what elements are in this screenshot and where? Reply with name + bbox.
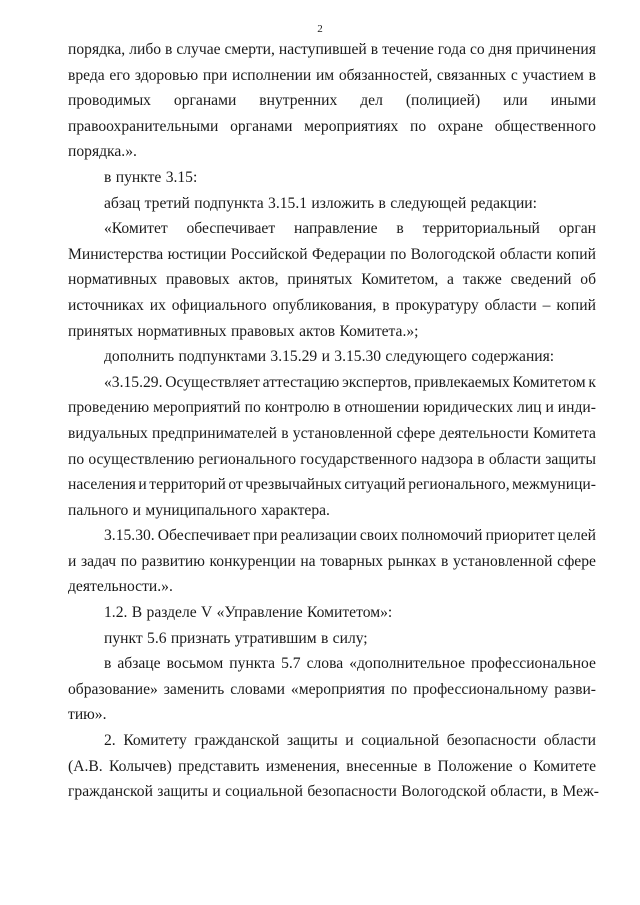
text-line: вреда его здоровью при исполнении им обязанностей, связанных с участием в [68, 66, 596, 84]
text-line: населения и территорий от чрезвычайных ситуаций регионального, межмуници- [68, 476, 596, 494]
text-line: правоохранительными органами мероприятиях по охране общественного [68, 117, 596, 135]
paragraph-item-2 [68, 728, 599, 805]
text-line: Министерства юстиции Российской Федерации по Вологодской области копий [68, 245, 596, 263]
text-line: тию». [68, 706, 107, 724]
text-line: принятых нормативных правовых актов Комитета.»; [68, 322, 419, 340]
paragraph-paragraph-3-15-1 [68, 191, 596, 217]
text-line: порядка.». [68, 143, 137, 161]
paragraph-committee-quote [68, 216, 596, 344]
paragraph-item-3-15 [68, 165, 596, 191]
paragraph-subitem-3-15-29 [68, 370, 596, 524]
text-line: порядка, либо в случае смерти, наступившей в течение года со дня причинения [68, 41, 596, 58]
paragraph-add-subitems [68, 344, 596, 370]
text-line: проводимых органами внутренних дел (полицией) или иными [68, 92, 596, 110]
paragraph-item-5-6 [68, 626, 596, 652]
text-line: деятельности.». [68, 578, 173, 596]
text-line: проведению мероприятий по контролю в отношении юридических лиц и инди- [68, 399, 596, 417]
text-line: (А.В. Колычев) представить изменения, внесенные в Положение о Комитете [68, 757, 596, 775]
text-line: видуальных предпринимателей в установленной сфере деятельности Комитета [68, 424, 596, 442]
paragraph-item-5-7 [68, 651, 596, 728]
page-number: 2 [317, 23, 323, 35]
text-line: источниках их официального опубликования, в прокуратуру области – копий [68, 296, 596, 314]
text-line: пункт 5.6 признать утратившим в силу; [104, 629, 368, 647]
paragraph-section-1-2 [68, 600, 596, 626]
text-line: абзац третий подпункта 3.15.1 изложить в следующей редакции: [104, 194, 537, 212]
text-line: пального и муниципального характера. [68, 501, 330, 519]
text-line: и задач по развитию конкуренции на товарных рынках в установленной сфере [68, 552, 596, 570]
text-line: 3.15.30. Обеспечивает при реализации своих полномочий приоритет целей [104, 527, 596, 545]
text-line: дополнить подпунктами 3.15.29 и 3.15.30 следующего содержания: [104, 348, 555, 366]
text-line: в пункте 3.15: [104, 168, 198, 186]
text-line: «3.15.29. Осуществляет аттестацию экспертов, привлекаемых Комитетом к [104, 373, 596, 391]
paragraph-continuation [68, 37, 596, 165]
text-line: образование» заменить словами «мероприятия по профессиональному разви- [68, 680, 596, 698]
text-line: нормативных правовых актов, принятых Комитетом, а также сведений об [68, 271, 596, 289]
text-line: 2. Комитету гражданской защиты и социальной безопасности области [104, 732, 596, 750]
text-line: гражданской защиты и социальной безопасности Вологодской области, в Меж- [68, 783, 599, 801]
text-line: по осуществлению регионального государственного надзора в области защиты [68, 450, 596, 468]
text-line: «Комитет обеспечивает направление в территориальный орган [104, 220, 596, 238]
text-line: в абзаце восьмом пункта 5.7 слова «дополнительное профессиональное [104, 655, 596, 673]
text-line: 1.2. В разделе V «Управление Комитетом»: [104, 604, 393, 622]
document-body [68, 37, 599, 805]
paragraph-subitem-3-15-30 [68, 523, 596, 600]
